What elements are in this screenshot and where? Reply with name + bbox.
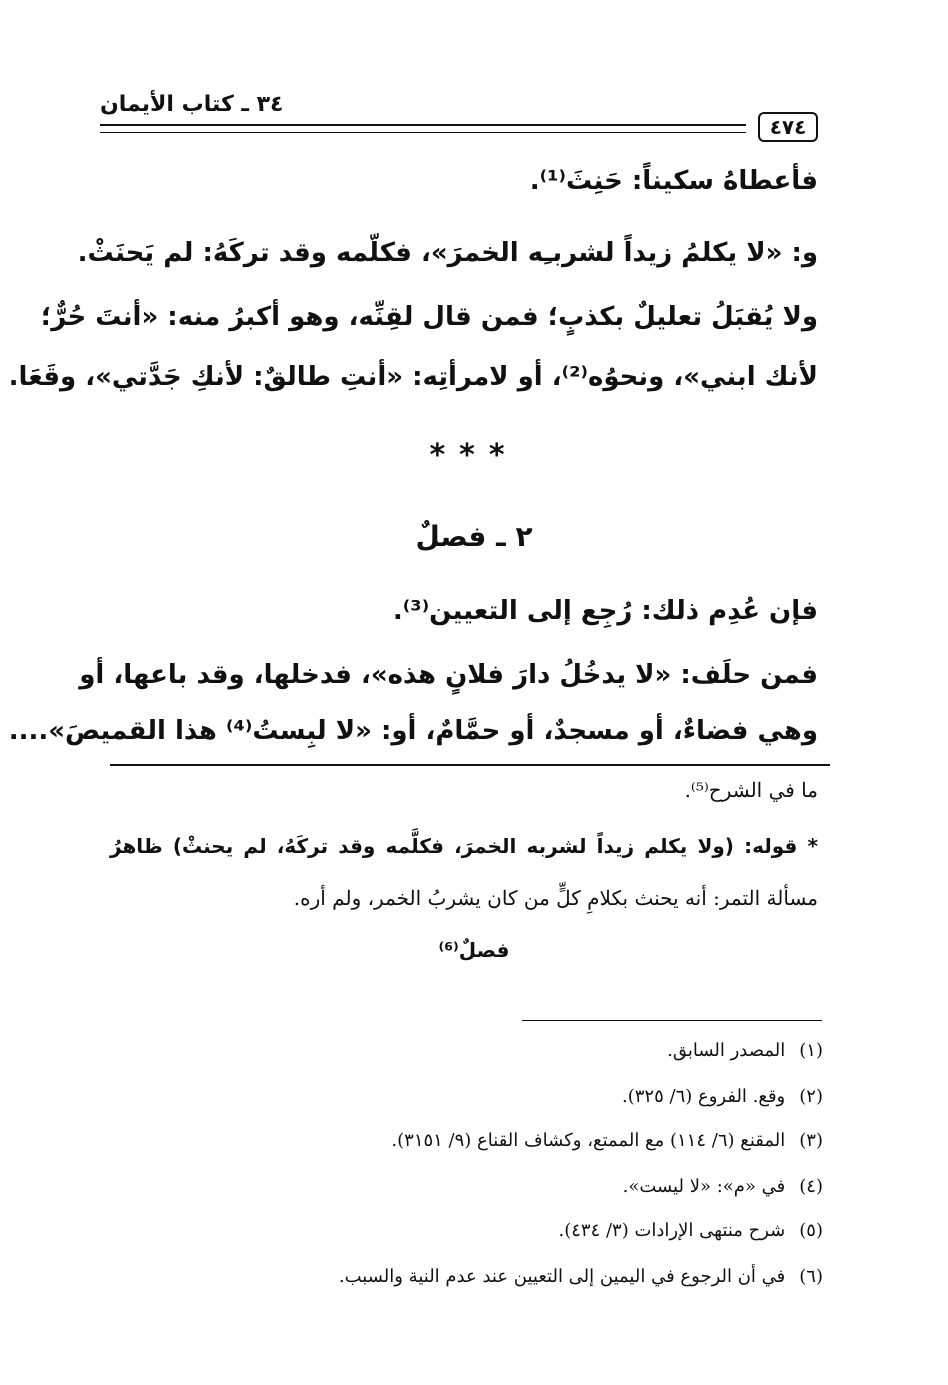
- footnote-text: في «م»: «لا ليست».: [622, 1176, 786, 1197]
- header-rule: [100, 124, 746, 133]
- matn-line-7: وهي فضاءٌ، أو مسجدٌ، أو حمَّامٌ، أو: «لا لبِستُ⁽⁴⁾ هذا القميصَ»....: [8, 716, 818, 746]
- footnote-1: [667, 1040, 823, 1061]
- matn-line-6: فمن حلَف: «لا يدخُلُ دارَ فلانٍ هذه»، فدخلها، وقد باعها، أو: [79, 660, 818, 690]
- footnote-6: [339, 1266, 823, 1287]
- footnote-text: شرح منتهى الإرادات (٣/ ٤٣٤).: [558, 1220, 786, 1241]
- commentary-line-3: مسألة التمر: أنه يحنث بكلامِ كلٍّ من كان يشربُ الخمر، ولم أره.: [293, 886, 818, 910]
- footnote-text: المقنع (٦/ ١١٤) مع الممتع، وكشاف القناع (٩/ ٣١٥١).: [391, 1130, 786, 1151]
- commentary-line-1: ما في الشرح⁽⁵⁾.: [684, 778, 818, 802]
- matn-line-4: لأنك ابني»، ونحوُه⁽²⁾، أو لامرأتِه: «أنتِ طالقٌ: لأنكِ جَدَّتي»، وقَعَا.: [8, 362, 818, 392]
- footnote-text: وقع. الفروع (٦/ ٣٢٥).: [622, 1086, 786, 1107]
- footnote-text: في أن الرجوع في اليمين إلى التعيين عند عدم النية والسبب.: [338, 1266, 786, 1287]
- footnote-number: (٤): [799, 1176, 823, 1197]
- footnote-5: [558, 1220, 823, 1241]
- section-heading: ٢ ـ فصلٌ: [415, 520, 533, 553]
- footnote-3: [391, 1130, 823, 1151]
- commentary-line-2: * قوله: (ولا يكلم زيداً لشربه الخمرَ، فكلَّمه وقد تركَهُ، لم يحنثْ) ظاهرُ: [110, 834, 818, 858]
- footnote-4: [623, 1176, 823, 1197]
- matn-line-1: فأعطاهُ سكيناً: حَنِثَ⁽¹⁾.: [529, 166, 818, 196]
- footnote-number: (٦): [799, 1266, 823, 1287]
- matn-line-5: فإن عُدِم ذلك: رُجِع إلى التعيين⁽³⁾.: [392, 596, 818, 626]
- footnote-number: (٥): [799, 1220, 823, 1241]
- footnote-number: (٣): [799, 1130, 823, 1151]
- page-number-box: ٤٧٤: [758, 112, 818, 142]
- matn-line-3: ولا يُقبَلُ تعليلٌ بكذبٍ؛ فمن قال لقِنِّه، وهو أكبرُ منه: «أنتَ حُرٌّ؛: [40, 302, 818, 332]
- footnote-text: المصدر السابق.: [667, 1040, 786, 1061]
- footnote-number: (١): [799, 1040, 823, 1061]
- matn-line-2: و: «لا يكلمُ زيداً لشربـِه الخمرَ»، فكلّمه وقد تركَهُ: لم يَحنَثْ.: [77, 238, 818, 268]
- footnotes-rule: [522, 1020, 822, 1021]
- running-header-title: ٣٤ ـ كتاب الأيمان: [100, 92, 284, 117]
- section-separator-stars: ***: [429, 438, 519, 473]
- commentary-subheading: فصلٌ⁽⁶⁾: [438, 938, 510, 962]
- matn-commentary-divider: [110, 764, 830, 766]
- footnote-number: (٢): [799, 1086, 823, 1107]
- footnote-2: [622, 1086, 823, 1107]
